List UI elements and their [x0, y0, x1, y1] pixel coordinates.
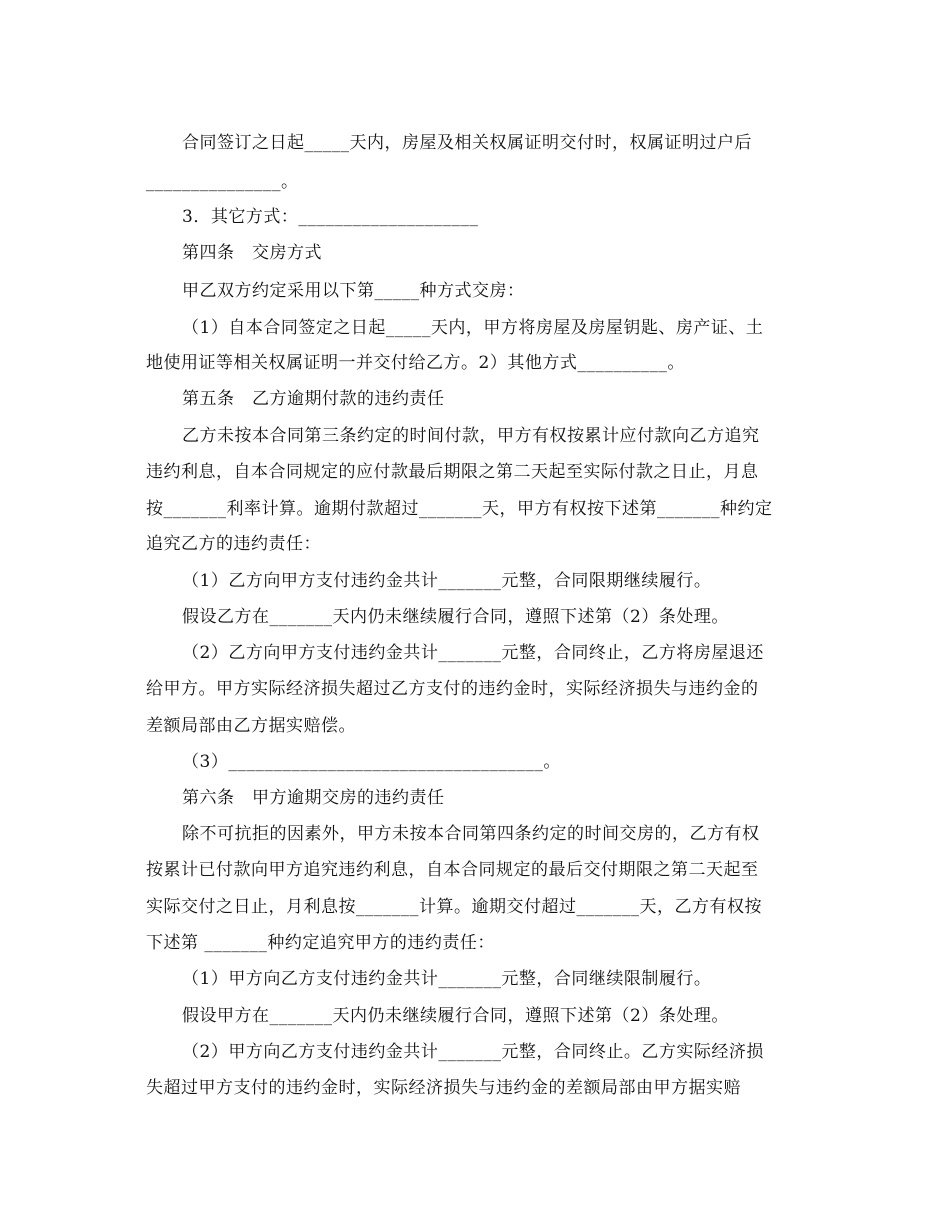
text-line: 乙方未按本合同第三条约定的时间付款，甲方有权按累计应付款向乙方追究	[182, 426, 760, 446]
text-line: 按_______利率计算。逾期付款超过_______天，甲方有权按下述第_______种约定	[146, 499, 773, 519]
text-line: 3．其它方式：____________________	[182, 207, 479, 227]
text-line: （1）自本合同签定之日起_____天内，甲方将房屋及房屋钥匙、房产证、土	[182, 318, 764, 338]
text-line: 下述第 _______种约定追究甲方的违约责任：	[146, 933, 495, 953]
text-line: （2）甲方向乙方支付违约金共计_______元整，合同终止。乙方实际经济损	[182, 1042, 764, 1062]
text-line: 除不可抗拒的因素外，甲方未按本合同第四条约定的时间交房的，乙方有权	[182, 824, 760, 844]
text-line: （3）___________________________________。	[182, 752, 561, 772]
text-line: 假设甲方在_______天内仍未继续履行合同，遵照下述第（2）条处理。	[182, 1006, 729, 1026]
text-line: 合同签订之日起_____天内，房屋及相关权属证明交付时，权属证明过户后	[182, 133, 752, 153]
section-heading: 第五条 乙方逾期付款的违约责任	[182, 389, 445, 409]
text-line: 给甲方。甲方实际经济损失超过乙方支付的违约金时，实际经济损失与违约金的	[146, 679, 759, 699]
text-line: （2）乙方向甲方支付违约金共计_______元整，合同终止，乙方将房屋退还	[182, 643, 764, 663]
text-line: （1）乙方向甲方支付违约金共计_______元整，合同限期继续履行。	[182, 571, 712, 591]
text-line: 差额局部由乙方据实赔偿。	[146, 716, 356, 736]
text-line: 违约利息，自本合同规定的应付款最后期限之第二天起至实际付款之日止，月息	[146, 462, 759, 482]
text-line: 按累计已付款向甲方追究违约利息，自本合同规定的最后交付期限之第二天起至	[146, 860, 759, 880]
text-line: _______________。	[146, 172, 299, 192]
text-line: 追究乙方的违约责任：	[146, 534, 321, 554]
text-line: 假设乙方在_______天内仍未继续履行合同，遵照下述第（2）条处理。	[182, 607, 729, 627]
section-heading: 第六条 甲方逾期交房的违约责任	[182, 788, 445, 808]
text-line: 甲乙双方约定采用以下第_____种方式交房：	[182, 281, 525, 301]
section-heading: 第四条 交房方式	[182, 243, 322, 263]
text-line: 实际交付之日止，月利息按_______计算。逾期交付超过_______天，乙方有权按	[146, 897, 762, 917]
text-line: （1）甲方向乙方支付违约金共计_______元整，合同继续限制履行。	[182, 969, 712, 989]
text-line: 失超过甲方支付的违约金时，实际经济损失与违约金的差额局部由甲方据实赔	[146, 1078, 741, 1098]
text-line: 地使用证等相关权属证明一并交付给乙方。2）其他方式__________。	[146, 353, 685, 373]
